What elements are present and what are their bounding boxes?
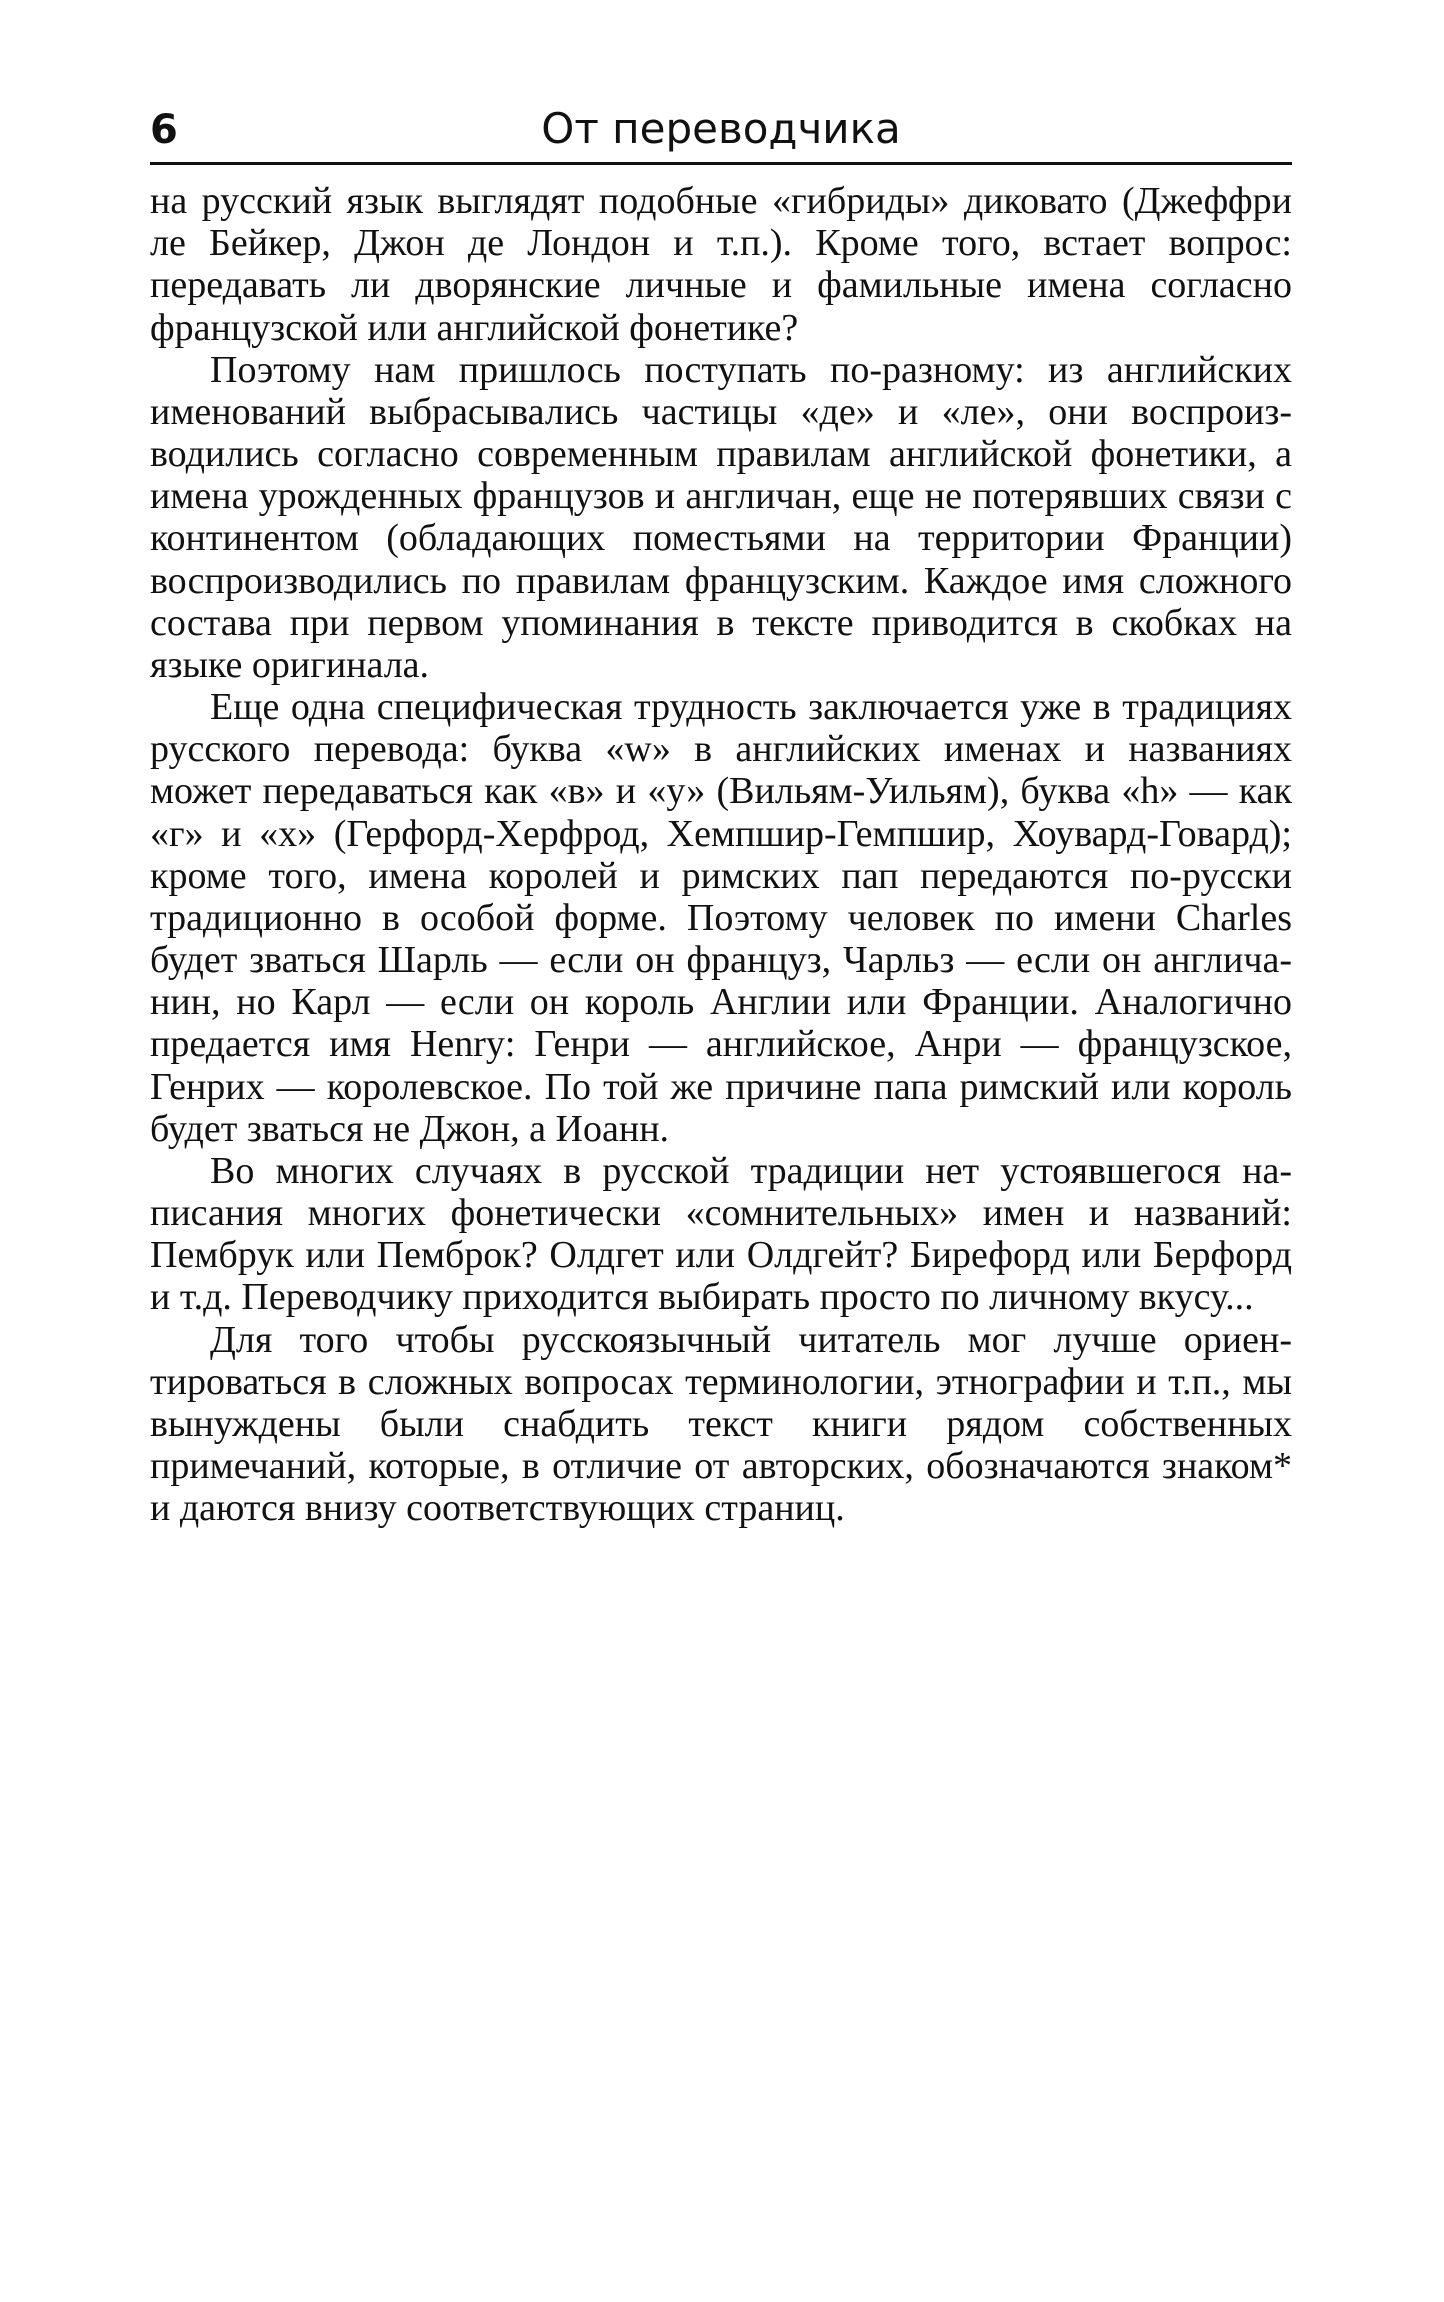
paragraph-4: Во многих случаях в русской традиции нет устоявшегося написания многих фонетически «сомнительных» имен и названий: Пембрук или Пемброк? Олдгет или Олдгейт? Бирефорд или Берфорд и т.д. Переводчику приходится выбирать просто по личному вкусу... [150, 1149, 1292, 1319]
body-text [150, 180, 1292, 1530]
paragraph-5: Для того чтобы русскоязычный читатель мог лучше ориентироваться в сложных вопросах терминологии, этнографии и т.п., мы вынуждены были снабдить текст книги рядом собственных примечаний, которые, в отличие от авторских, обозначаются знаком* и даются внизу соответствующих страниц. [150, 1318, 1292, 1530]
running-title: От переводчика [541, 104, 901, 153]
running-header [150, 100, 1292, 165]
paragraph-3: Еще одна специфическая трудность заключается уже в традициях русского перевода: буква «w» в английских именах и названиях может передаваться как «в» и «у» (Вильям-Уильям), буква «h» — как «г» и «х» (Герфорд-Херфрод, Хемпшир-Гемпшир, Хоувард-Говард); кроме того, имена королей и римских пап передаются по-русски традиционно в особой форме. Поэтому человек по имени Charles будет зваться Шарль — если он француз, Чарльз — если он англичанин, но Карл — если он король Англии или Франции. Аналогично предается имя Henry: Генри — английское, Анри — французское, Генрих — королевское. По той же причине папа римский или король будет зваться не Джон, а Иоанн. [150, 686, 1292, 1150]
paragraph-1: на русский язык выглядят подобные «гибриды» диковато (Джеффри ле Бейкер, Джон де Лондон и т.п.). Кроме того, встает вопрос: передавать ли дворянские личные и фамильные имена согласно французской или английской фонетике? [150, 180, 1292, 349]
page-number: 6 [150, 107, 178, 153]
paragraph-2: Поэтому нам пришлось поступать по-разному: из английских именований выбрасывались частицы «де» и «ле», они воспроизводились согласно современным правилам английской фонетики, а имена урожденных французов и англичан, еще не потерявших связи с континентом (обладающих поместьями на территории Франции) воспроизводились по правилам французским. Каждое имя сложного состава при первом упоминания в тексте приводится в скобках на языке оригинала. [150, 348, 1292, 686]
book-page [150, 100, 1292, 1530]
